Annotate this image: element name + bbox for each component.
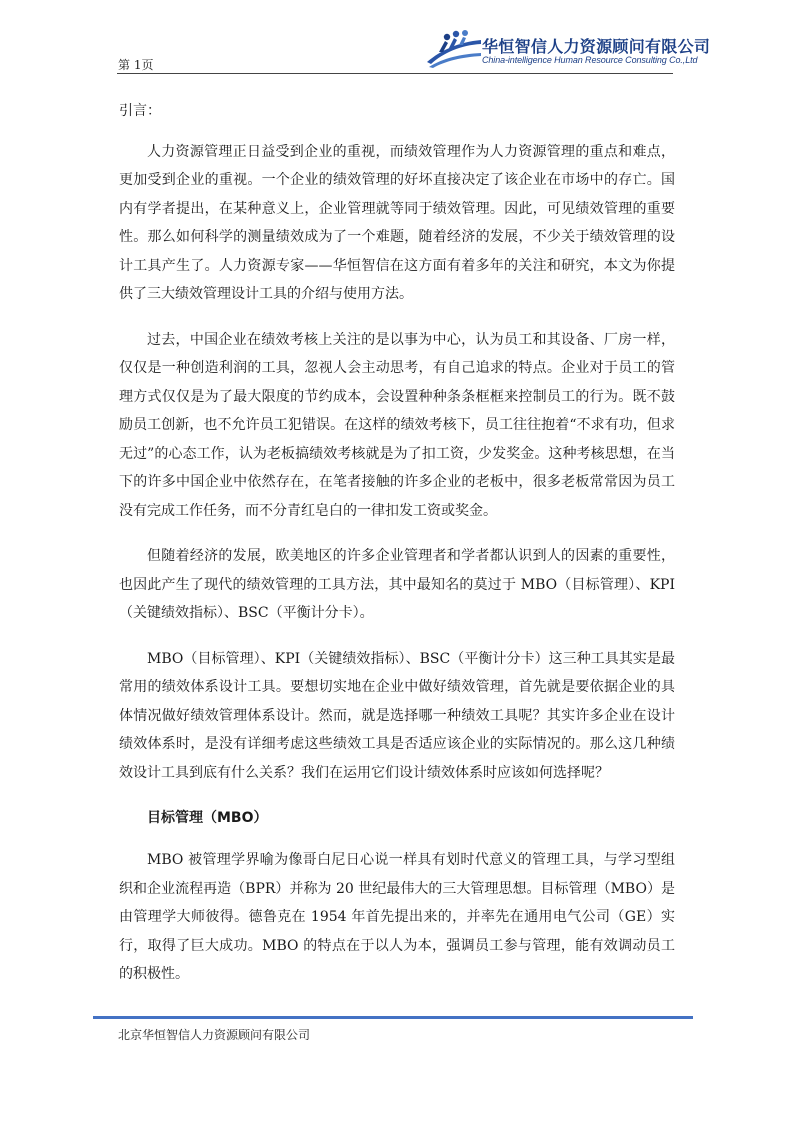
header-divider	[117, 73, 673, 74]
company-logo-name-cn: 华恒智信人力资源顾问有限公司	[482, 37, 711, 56]
page-number: 第 1页	[118, 58, 154, 72]
company-logo-name-en: China-intelligence Human Resource Consulting Co.,Ltd	[482, 55, 698, 65]
footer-divider	[93, 1016, 693, 1019]
paragraph-4: MBO（目标管理）、KPI（关键绩效指标）、BSC（平衡计分卡）这三种工具其实是最常用的绩效体系设计工具。要想切实地在企业中做好绩效管理，首先就是要依据企业的具体情况做好绩效管理体系设计。然而，就是选择哪一种绩效工具呢？其实许多企业在设计绩效体系时，是没有详细考虑这些绩效工具是否适应该企业的实际情况的。那么这几种绩效设计工具到底有什么关系？我们在运用它们设计绩效体系时应该如何选择呢？	[119, 650, 675, 781]
footer-company-name: 北京华恒智信人力资源顾问有限公司	[118, 1028, 311, 1042]
document-body	[119, 97, 675, 1006]
company-logo-icon	[425, 28, 483, 70]
paragraph-3: 但随着经济的发展，欧美地区的许多企业管理者和学者都认识到人的因素的重要性，也因此产生了现代的绩效管理的工具方法，其中最知名的莫过于 MBO（目标管理）、KPI（关键绩效指标）、BSC（平衡计分卡）。	[119, 548, 675, 621]
company-logo	[425, 28, 711, 72]
paragraph-mbo: MBO 被管理学界喻为像哥白尼日心说一样具有划时代意义的管理工具，与学习型组织和企业流程再造（BPR）并称为 20 世纪最伟大的三大管理思想。目标管理（MBO）是由管理学大师彼得。德鲁克在 1954 年首先提出来的，并率先在通用电气公司（GE）实行，取得了巨大成功。MBO 的特点在于以人为本，强调员工参与管理，能有效调动员工的积极性。	[119, 852, 675, 982]
section-heading-mbo: 目标管理（MBO）	[147, 810, 268, 826]
paragraph-1: 人力资源管理正日益受到企业的重视，而绩效管理作为人力资源管理的重点和难点，更加受到企业的重视。一个企业的绩效管理的好坏直接决定了该企业在市场中的存亡。国内有学者提出，在某种意义上，企业管理就等同于绩效管理。因此，可见绩效管理的重要性。那么如何科学的测量绩效成为了一个难题，随着经济的发展，不少关于绩效管理的设计工具产生了。人力资源专家——华恒智信在这方面有着多年的关注和研究，本文为你提供了三大绩效管理设计工具的介绍与使用方法。	[119, 143, 675, 302]
paragraph-2: 过去，中国企业在绩效考核上关注的是以事为中心，认为员工和其设备、厂房一样，仅仅是一种创造利润的工具，忽视人会主动思考，有自己追求的特点。企业对于员工的管理方式仅仅是为了最大限度的节约成本，会设置种种条条框框来控制员工的行为。既不鼓励员工创新，也不允许员工犯错误。在这样的绩效考核下，员工往往抱着“不求有功，但求无过”的心态工作，认为老板搞绩效考核就是为了扣工资，少发奖金。这种考核思想，在当下的许多中国企业中依然存在，在笔者接触的许多企业的老板中，很多老板常常因为员工没有完成工作任务，而不分青红皂白的一律扣发工资或奖金。	[119, 331, 675, 519]
intro-label: 引言：	[119, 103, 161, 119]
